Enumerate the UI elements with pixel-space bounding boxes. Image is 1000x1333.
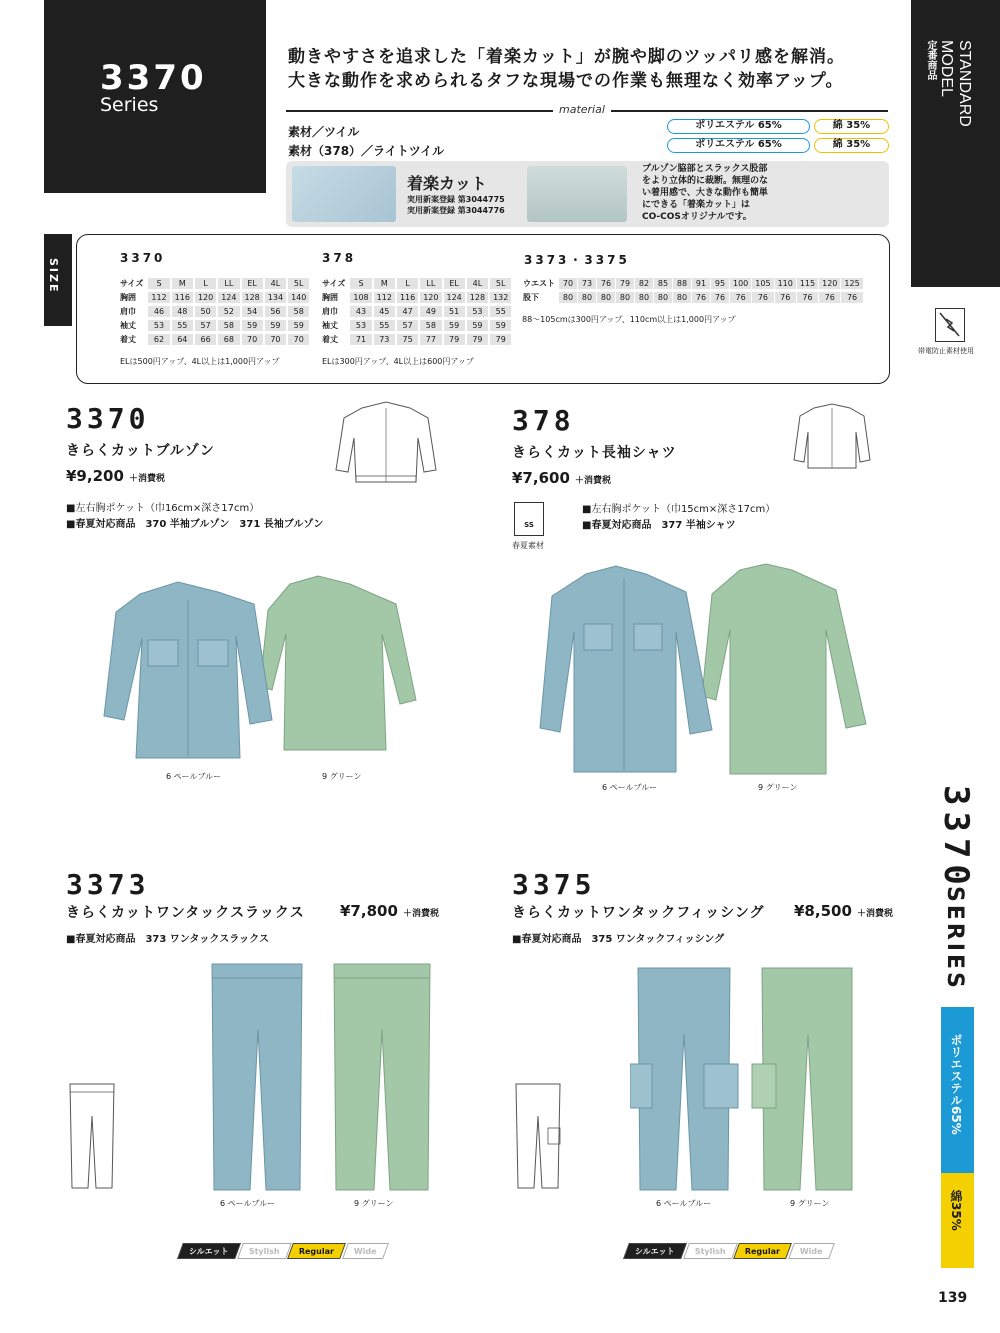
cell: EL bbox=[444, 278, 465, 289]
product-3373-name: きらくカットワンタックスラックス bbox=[66, 905, 305, 921]
jacket-line-sketch bbox=[332, 398, 440, 490]
cell: 59 bbox=[242, 320, 263, 331]
cell: LL bbox=[218, 278, 239, 289]
product-3375-name: きらくカットワンタックフィッシング bbox=[512, 905, 765, 921]
cell: 58 bbox=[420, 320, 441, 331]
cell: 59 bbox=[265, 320, 286, 331]
cell: 70 bbox=[242, 334, 263, 345]
cell: 76 bbox=[841, 292, 862, 303]
antistatic-icon bbox=[935, 308, 965, 342]
size-note-3370: ELは500円アップ、4L以上は1,000円アップ bbox=[120, 357, 280, 366]
feature-desc-line: CO-COSオリジナルです。 bbox=[642, 212, 752, 222]
fishing-line-sketch bbox=[512, 1080, 564, 1192]
vertical-cotton-text: 綿35% bbox=[949, 1190, 963, 1231]
cell: 59 bbox=[288, 320, 309, 331]
product-3370-detail2: ■春夏対応商品 370 半袖ブルゾン 371 長袖ブルゾン bbox=[66, 519, 324, 530]
cell: L bbox=[195, 278, 216, 289]
teiban-label: 定番商品 bbox=[925, 40, 936, 80]
cell: 116 bbox=[397, 292, 418, 303]
cell: 57 bbox=[195, 320, 216, 331]
product-378-price-line bbox=[512, 468, 611, 487]
cell: 80 bbox=[559, 292, 577, 303]
cell: 128 bbox=[467, 292, 488, 303]
cell: 112 bbox=[374, 292, 395, 303]
silhouette-label: シルエット bbox=[177, 1243, 240, 1259]
cell: 112 bbox=[148, 292, 169, 303]
product-3370-code: 3370 bbox=[66, 402, 150, 435]
product-3375-price-line bbox=[794, 901, 893, 920]
cell: 100 bbox=[730, 278, 751, 289]
color-label: 9 グリーン bbox=[758, 783, 798, 792]
shirt-line-sketch bbox=[790, 402, 874, 470]
cell: 70 bbox=[265, 334, 286, 345]
cell: 68 bbox=[218, 334, 239, 345]
cell: S bbox=[350, 278, 371, 289]
size-table-378-title: 378 bbox=[322, 251, 357, 265]
color-label: 9 グリーン bbox=[790, 1199, 830, 1208]
table-row bbox=[322, 320, 511, 331]
cell: 47 bbox=[397, 306, 418, 317]
cell: 54 bbox=[242, 306, 263, 317]
cell: 50 bbox=[195, 306, 216, 317]
feature-title: 着楽カット bbox=[407, 174, 487, 193]
cell: 75 bbox=[397, 334, 418, 345]
vertical-series-word: SERIES bbox=[942, 886, 967, 991]
cell: 125 bbox=[841, 278, 862, 289]
product-378-code: 378 bbox=[512, 404, 575, 437]
silhouette-option-wide: Wide bbox=[789, 1243, 836, 1259]
row-label: 着丈 bbox=[120, 335, 136, 344]
product-378-detail2: ■春夏対応商品 377 半袖シャツ bbox=[582, 520, 736, 531]
row-label: 肩巾 bbox=[120, 307, 136, 316]
product-3370-name: きらくカットブルゾン bbox=[66, 443, 215, 459]
cell: 132 bbox=[490, 292, 511, 303]
cell: 51 bbox=[444, 306, 465, 317]
silhouette-bar-3373 bbox=[180, 1243, 388, 1259]
silhouette-option-regular: Regular bbox=[733, 1243, 792, 1259]
cell: 45 bbox=[374, 306, 395, 317]
cell: 124 bbox=[444, 292, 465, 303]
cell: 59 bbox=[444, 320, 465, 331]
cell: 5L bbox=[288, 278, 309, 289]
cell: 80 bbox=[654, 292, 672, 303]
cell: 77 bbox=[420, 334, 441, 345]
standard-model-text bbox=[920, 40, 980, 160]
cell: 70 bbox=[288, 334, 309, 345]
product-378-price: ¥7,600 bbox=[512, 469, 570, 487]
color-label: 6 ペールブルー bbox=[166, 772, 222, 781]
row-label: 胸囲 bbox=[322, 293, 338, 302]
cell: 80 bbox=[673, 292, 691, 303]
table-row bbox=[322, 334, 511, 345]
headline-line1: 動きやすさを追求した「着楽カット」が腕や脚のツッパリ感を解消。 bbox=[288, 47, 845, 67]
table-row bbox=[322, 306, 511, 317]
cell: LL bbox=[420, 278, 441, 289]
feature-registration-1: 実用新案登録 第3044775 bbox=[407, 195, 505, 204]
color-label: 6 ペールブルー bbox=[602, 783, 658, 792]
cell: 80 bbox=[597, 292, 615, 303]
cell: 56 bbox=[265, 306, 286, 317]
table-row bbox=[322, 278, 511, 289]
feature-registration-2: 実用新案登録 第3044776 bbox=[407, 206, 505, 215]
cell: 53 bbox=[350, 320, 371, 331]
size-table-3373-title: 3373・3375 bbox=[524, 253, 630, 267]
silhouette-option-stylish: Stylish bbox=[237, 1243, 292, 1259]
cell: 76 bbox=[711, 292, 729, 303]
silhouette-option-regular: Regular bbox=[287, 1243, 346, 1259]
cell: 105 bbox=[752, 278, 773, 289]
product-3375-detail: ■春夏対応商品 375 ワンタックフィッシング bbox=[512, 934, 725, 945]
cell: S bbox=[148, 278, 169, 289]
row-label: 袖丈 bbox=[322, 321, 338, 330]
cell: 48 bbox=[172, 306, 193, 317]
table-row bbox=[120, 292, 309, 303]
material-row-1-cotton: 綿 35% bbox=[814, 119, 889, 134]
product-3373-code: 3373 bbox=[66, 868, 150, 901]
feature-desc-line: い着用感で、大きな動作も簡単 bbox=[642, 188, 768, 198]
cell: 76 bbox=[692, 292, 710, 303]
cell: 57 bbox=[397, 320, 418, 331]
row-label: 肩巾 bbox=[322, 307, 338, 316]
cell: 59 bbox=[467, 320, 488, 331]
row-label: サイズ bbox=[322, 279, 346, 288]
cell: 79 bbox=[444, 334, 465, 345]
feature-desc-line: にできる「着楽カット」は bbox=[642, 200, 750, 210]
color-label: 9 グリーン bbox=[354, 1199, 394, 1208]
size-table-3370 bbox=[118, 275, 311, 348]
cell: 73 bbox=[578, 278, 596, 289]
product-3373-price-line bbox=[340, 901, 439, 920]
cell: 95 bbox=[711, 278, 729, 289]
feature-desc-line: ブルゾン脇部とスラックス股部 bbox=[642, 164, 768, 174]
cell: 64 bbox=[172, 334, 193, 345]
product-3373-price: ¥7,800 bbox=[340, 902, 398, 920]
cell: 76 bbox=[752, 292, 773, 303]
color-label: 6 ペールブルー bbox=[656, 1199, 712, 1208]
jacket-photo bbox=[100, 570, 440, 760]
cell: 4L bbox=[467, 278, 488, 289]
material-row-1-label: 素材／ツイル bbox=[288, 125, 360, 139]
silhouette-bar-3375 bbox=[626, 1243, 834, 1259]
cell: 82 bbox=[635, 278, 653, 289]
silhouette-option-wide: Wide bbox=[343, 1243, 390, 1259]
cell: 88 bbox=[673, 278, 691, 289]
series-number: 3370 bbox=[100, 58, 207, 98]
vertical-poly-text: ポリエステル65% bbox=[949, 1034, 963, 1135]
product-3373-tax: ＋消費税 bbox=[402, 909, 439, 919]
size-note-3373: 88～105cmは300円アップ、110cm以上は1,000円アップ bbox=[522, 315, 736, 324]
cell: 59 bbox=[490, 320, 511, 331]
cell: 128 bbox=[242, 292, 263, 303]
cell: 76 bbox=[775, 292, 796, 303]
product-378-name: きらくカット長袖シャツ bbox=[512, 445, 677, 461]
cell: 116 bbox=[172, 292, 193, 303]
product-378-tax: ＋消費税 bbox=[574, 476, 611, 486]
cell: 58 bbox=[218, 320, 239, 331]
product-3370-tax: ＋消費税 bbox=[128, 474, 165, 484]
silhouette-label: シルエット bbox=[623, 1243, 686, 1259]
color-label: 9 グリーン bbox=[322, 772, 362, 781]
cell: 43 bbox=[350, 306, 371, 317]
row-label: サイズ bbox=[120, 279, 144, 288]
standard-label: STANDARD bbox=[956, 40, 973, 127]
cell: 55 bbox=[172, 320, 193, 331]
product-3373-detail: ■春夏対応商品 373 ワンタックスラックス bbox=[66, 934, 270, 945]
cell: EL bbox=[242, 278, 263, 289]
cell: 79 bbox=[467, 334, 488, 345]
product-3375-price: ¥8,500 bbox=[794, 902, 852, 920]
feature-desc-line: をより立体的に裁断。無理のな bbox=[642, 176, 769, 186]
size-note-378: ELは300円アップ、4L以上は600円アップ bbox=[322, 357, 474, 366]
cell: 5L bbox=[490, 278, 511, 289]
size-table-3370-title: 3370 bbox=[120, 251, 166, 265]
table-row bbox=[523, 292, 863, 303]
size-tab-label: SIZE bbox=[47, 258, 60, 294]
product-3370-price-line bbox=[66, 466, 165, 485]
cell: 76 bbox=[597, 278, 615, 289]
cell: 49 bbox=[420, 306, 441, 317]
material-row-2-cotton: 綿 35% bbox=[814, 138, 889, 153]
fishing-photo bbox=[630, 964, 870, 1196]
row-label: 袖丈 bbox=[120, 321, 136, 330]
cell: 76 bbox=[819, 292, 840, 303]
table-row bbox=[523, 278, 863, 289]
feature-photo-jacket bbox=[292, 166, 396, 222]
cell: 110 bbox=[775, 278, 796, 289]
product-3375-tax: ＋消費税 bbox=[856, 909, 893, 919]
cell: 115 bbox=[797, 278, 818, 289]
cell: 62 bbox=[148, 334, 169, 345]
cell: 76 bbox=[797, 292, 818, 303]
vertical-series-number: 3370 bbox=[936, 785, 976, 891]
page-number: 139 bbox=[938, 1290, 968, 1306]
cell: 134 bbox=[265, 292, 286, 303]
size-table-3373 bbox=[522, 275, 864, 306]
feature-photo-pants bbox=[527, 166, 627, 222]
cell: 4L bbox=[265, 278, 286, 289]
slacks-line-sketch bbox=[66, 1080, 118, 1192]
cell: 80 bbox=[578, 292, 596, 303]
cell: 80 bbox=[635, 292, 653, 303]
cell: L bbox=[397, 278, 418, 289]
size-table-378 bbox=[320, 275, 513, 348]
cell: 140 bbox=[288, 292, 309, 303]
product-3370-price: ¥9,200 bbox=[66, 467, 124, 485]
cell: 80 bbox=[616, 292, 634, 303]
silhouette-option-stylish: Stylish bbox=[683, 1243, 738, 1259]
table-row bbox=[120, 320, 309, 331]
antistatic-label: 帯電防止素材使用 bbox=[918, 347, 974, 355]
cell: 55 bbox=[490, 306, 511, 317]
cell: 53 bbox=[467, 306, 488, 317]
product-3375-code: 3375 bbox=[512, 868, 596, 901]
cell: 76 bbox=[730, 292, 751, 303]
product-378-detail1: ■左右胸ポケット（巾15cm×深さ17cm） bbox=[582, 504, 776, 515]
shirt-photo bbox=[536, 560, 876, 776]
material-row-1-poly: ポリエステル 65% bbox=[667, 119, 810, 134]
product-3370-detail1: ■左右胸ポケット（巾16cm×深さ17cm） bbox=[66, 503, 260, 514]
series-word: Series bbox=[100, 94, 159, 116]
cell: M bbox=[374, 278, 395, 289]
cell: 70 bbox=[559, 278, 577, 289]
cell: 91 bbox=[692, 278, 710, 289]
table-row bbox=[120, 278, 309, 289]
cell: 52 bbox=[218, 306, 239, 317]
cell: 120 bbox=[420, 292, 441, 303]
spring-summer-icon: SS bbox=[514, 502, 544, 536]
row-label: 着丈 bbox=[322, 335, 338, 344]
row-label: 胸囲 bbox=[120, 293, 136, 302]
cell: 71 bbox=[350, 334, 371, 345]
cell: 85 bbox=[654, 278, 672, 289]
cell: 73 bbox=[374, 334, 395, 345]
table-row bbox=[322, 292, 511, 303]
slacks-photo bbox=[206, 960, 446, 1196]
material-label: material bbox=[553, 103, 611, 116]
table-row bbox=[120, 306, 309, 317]
row-label: ウエスト bbox=[523, 279, 555, 288]
cell: 46 bbox=[148, 306, 169, 317]
cell: 66 bbox=[195, 334, 216, 345]
material-row-2-poly: ポリエステル 65% bbox=[667, 138, 810, 153]
model-label: MODEL bbox=[938, 40, 955, 97]
headline-line2: 大きな動作を求められるタフな現場での作業も無理なく効率アップ。 bbox=[288, 71, 844, 91]
color-label: 6 ペールブルー bbox=[220, 1199, 276, 1208]
cell: M bbox=[172, 278, 193, 289]
cell: 55 bbox=[374, 320, 395, 331]
row-label: 股下 bbox=[523, 293, 539, 302]
table-row bbox=[120, 334, 309, 345]
spring-summer-label: 春夏素材 bbox=[512, 541, 544, 550]
cell: 124 bbox=[218, 292, 239, 303]
cell: 120 bbox=[819, 278, 840, 289]
material-row-2-label: 素材（378）／ライトツイル bbox=[288, 144, 445, 158]
cell: 108 bbox=[350, 292, 371, 303]
cell: 79 bbox=[616, 278, 634, 289]
cell: 58 bbox=[288, 306, 309, 317]
cell: 53 bbox=[148, 320, 169, 331]
cell: 79 bbox=[490, 334, 511, 345]
cell: 120 bbox=[195, 292, 216, 303]
